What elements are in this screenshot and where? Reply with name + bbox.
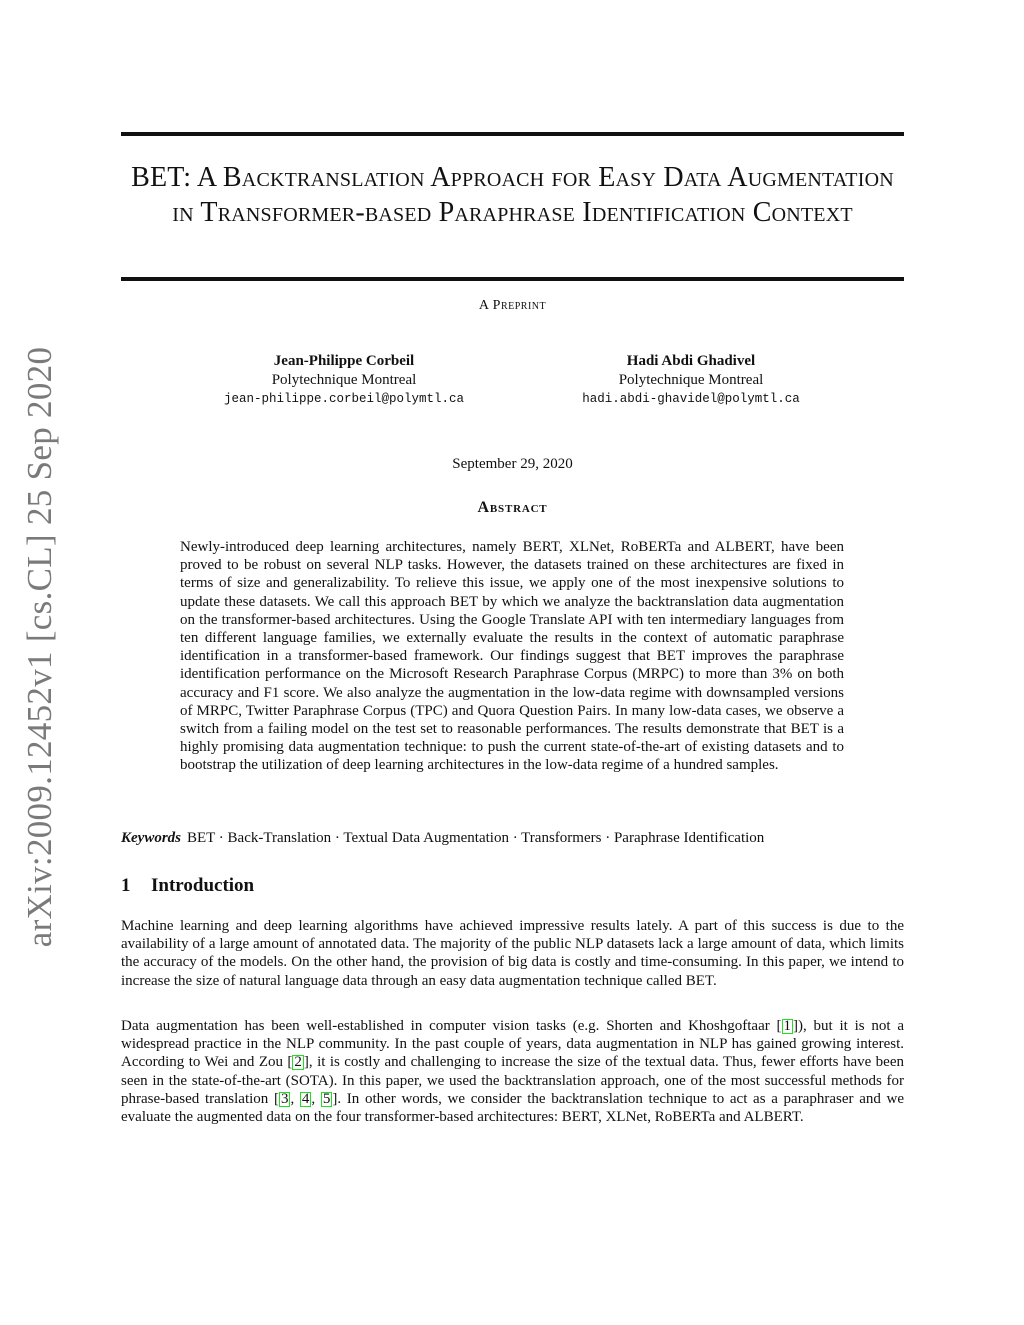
paragraph-text: ], it is costly and challenging to increase the size of the textual data. Thus, fewer efforts have been seen in the state-of-the-art (SOTA). In this paper, we used the backtranslation approach, one of the most successful methods for phrase-based translation [ [121, 1054, 904, 1107]
citation-link[interactable]: 1 [783, 1018, 792, 1034]
title-top-rule [121, 132, 904, 136]
citation-separator: , [290, 1090, 300, 1107]
author-affiliation: Polytechnique Montreal [271, 372, 417, 388]
preprint-label: A Preprint [478, 298, 547, 313]
arxiv-stamp [12, 346, 72, 948]
publication-date: September 29, 2020 [452, 456, 573, 472]
author-email[interactable]: hadi.abdi-ghavidel@polymtl.ca [582, 392, 800, 406]
section-heading [121, 875, 254, 897]
author-block-2 [531, 352, 851, 409]
paragraph-text: ]), but it is not a widespread practice in the NLP community. In the past couple of years, data augmentation in NLP has gained growing interest. According to Wei and Zou [ [121, 1018, 904, 1071]
author-affiliation: Polytechnique Montreal [618, 372, 764, 388]
arxiv-identifier: arXiv:2009.12452v1 [cs.CL] 25 Sep 2020 [20, 346, 59, 948]
citation-link[interactable]: 2 [294, 1054, 302, 1071]
keywords-line [121, 830, 904, 847]
abstract-heading: Abstract [477, 499, 548, 516]
citation-separator: , [311, 1090, 321, 1107]
paragraph-text: Data augmentation has been well-established in computer vision tasks (e.g. Shorten and Khoshgoftaar [ [121, 1018, 782, 1034]
citation-link[interactable]: 4 [301, 1090, 310, 1107]
section-title: Introduction [151, 875, 255, 896]
author-name: Jean-Philippe Corbeil [273, 353, 415, 369]
keywords-list: BET · Back-Translation · Textual Data Augmentation · Transformers · Paraphrase Identification [187, 830, 765, 846]
intro-paragraph-1: Machine learning and deep learning algorithms have achieved impressive results lately. A part of this success is due to the availability of a large amount of annotated data. The majority of the public NLP datasets lack a large amount of data, which limits the accuracy of the models. On the other hand, the provision of big data is costly and time-consuming. In this paper, we intend to increase the size of natural language data through an easy data augmentation technique called BET. [121, 918, 904, 989]
author-name: Hadi Abdi Ghadivel [626, 353, 756, 369]
citation-link[interactable]: 5 [322, 1090, 331, 1107]
intro-paragraph-2 [121, 1017, 904, 1126]
paragraph-text: ]. In other words, we consider the backtranslation technique to act as a paraphraser and we evaluate the augmented data on the four transformer-based architectures: BERT, XLNet, RoBERTa and ALBERT. [121, 1090, 905, 1126]
author-email[interactable]: jean-philippe.corbeil@polymtl.ca [223, 392, 465, 406]
title-bottom-rule [121, 277, 904, 281]
abstract-body: Newly-introduced deep learning architectures, namely BERT, XLNet, RoBERTa and ALBERT, have been proved to be robust on several NLP tasks. However, the datasets trained on these architectures are fixed in terms of size and generalizability. To relieve this issue, we apply one of the most inexpensive solutions to update these datasets. We call this approach BET by which we analyze the backtranslation data augmentation on the transformer-based architectures. Using the Google Translate API with ten intermediary languages from ten different language families, we externally evaluate the results in the context of automatic paraphrase identification in a transformer-based framework. Our findings suggest that BET improves the paraphrase identification performance on the Microsoft Research Paraphrase Corpus (MRPC) to more than 3% on both accuracy and F1 score. We also analyze the augmentation in the low-data regime with downsampled versions of MRPC, Twitter Paraphrase Corpus (TPC) and Quora Question Pairs. In many low-data cases, we observe a switch from a failing model on the test set to reasonable performances. The results demonstrate that BET is a highly promising data augmentation technique: to push the current state-of-the-art of existing datasets and to bootstrap the utilization of deep learning architectures in the low-data regime of a hundred samples. [180, 539, 844, 774]
paper-title: BET: A Backtranslation Approach for Easy Data Augmentation in Transformer-based Paraphrase Identification Context [131, 162, 894, 228]
citation-link[interactable]: 3 [280, 1090, 289, 1107]
author-block-1 [184, 352, 504, 409]
section-number: 1 [121, 875, 131, 896]
keywords-label: Keywords [121, 830, 181, 846]
